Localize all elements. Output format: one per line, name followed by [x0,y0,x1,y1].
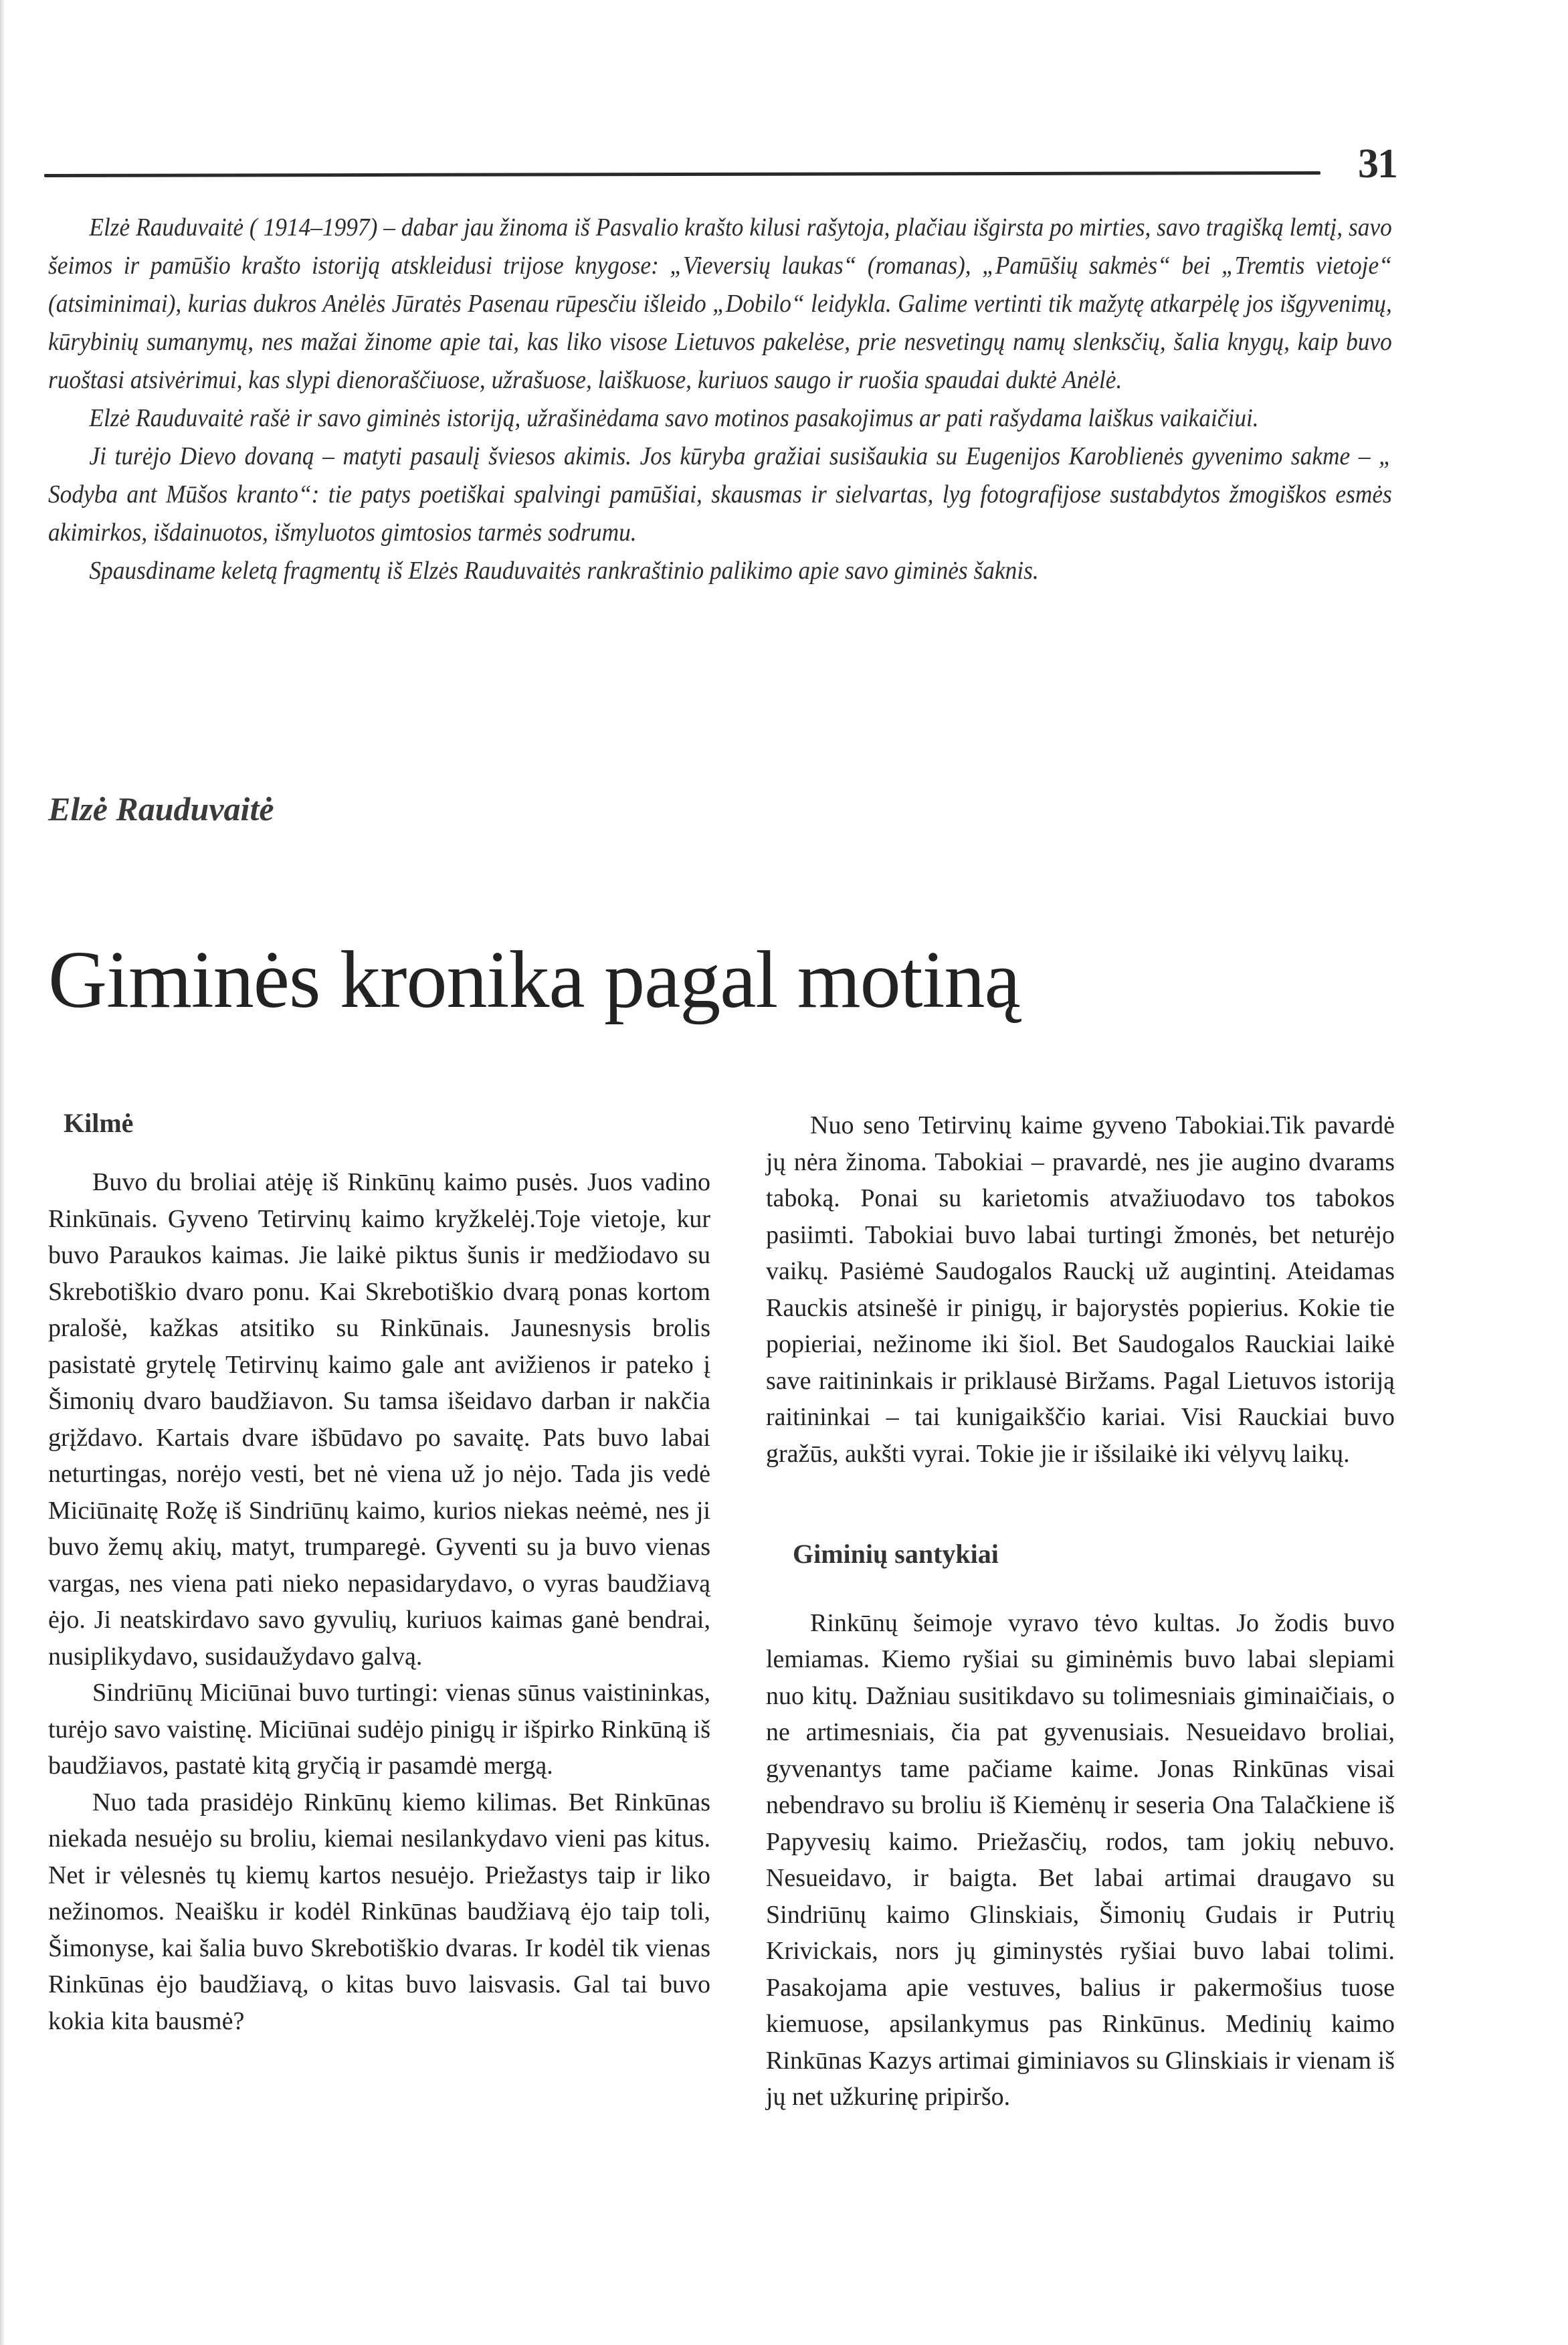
body-paragraph: Rinkūnų šeimoje vyravo tėvo kultas. Jo žodis buvo lemiamas. Kiemo ryšiai su giminėmis buvo labai slepiami nuo kitų. Dažniau susitikdavo su tolimesniais giminaičiais, o ne artimesniais, čia pat gyvenusiais. Nesueidavo broliai, gyvenantys tame pačiame kaime. Jonas Rinkūnas visai nebendravo su broliu iš Kiemėnų ir seseria Ona Talačkiene iš Papyvesių kaimo. Priežasčių, rodos, tam jokių nebuvo. Nesueidavo, ir baigta. Bet labai artimai draugavo su Sindriūnų kaimo Glinskiais, Šimonių Gudais ir Putrių Krivickais, nors jų giminystės ryšiai buvo labai tolimi. Pasakojama apie vestuves, balius ir pakermošius tuose kiemuose, apsilankymus pas Rinkūnus. Medinių kaimo Rinkūnas Kazys artimai giminiavos su Glinskiais ir vienam iš jų net užkurinę pripiršo. [766,1608,1395,2111]
intro-paragraph: Elzė Rauduvaitė ( 1914–1997) – dabar jau žinoma iš Pasvalio krašto kilusi rašytoja, plačiau išgirsta po mirties, savo tragišką lemtį, savo šeimos ir pamūšio krašto istoriją atskleidusi trijose knygose: „Vieversių laukas“ (romanas), „Pamūšių sakmės“ bei „Tremtis vietoje“ (atsiminimai), kurias dukros Anėlės Jūratės Pasenau rūpesčiu išleido „Dobilo“ leidykla. Galime vertinti tik mažytę atkarpėlę jos išgyvenimų, kūrybinių sumanymų, nes mažai žinome apie tai, kas liko visose Lietuvos pakelėse, prie nesvetingų namų slenksčių, šalia knygų, kaip buvo ruoštasi atsivėrimui, kas slypi dienoraščiuose, užrašuose, laiškuose, kuriuos saugo ir ruošia spaudai duktė Anėlė. [48,213,1392,394]
header-rule [44,171,1320,177]
intro-paragraph: Elzė Rauduvaitė rašė ir savo giminės istoriją, užrašinėdama savo motinos pasakojimus ar pati rašydama laiškus vaikaičiui. [89,404,1259,432]
section-heading-kilme: Kilmė [64,1108,134,1138]
section-heading-giminiu-santykiai: Giminių santykiai [793,1539,999,1569]
editorial-introduction [48,209,1392,590]
article-title: Giminės kronika pagal motiną [48,935,1020,1025]
body-paragraph: Nuo seno Tetirvinų kaime gyveno Tabokiai.Tik pavardė jų nėra žinoma. Tabokiai – pravardė, nes jie augino dvarams taboką. Ponai su karietomis atvažiuodavo tos tabokos pasiimti. Tabokiai buvo labai turtingi žmonės, bet neturėjo vaikų. Pasiėmė Saudogalos Rauckį už augintinį. Ateidamas Rauckis atsinešė ir pinigų, ir bajorystės popierius. Kokie tie popieriai, nežinome iki šiol. Bet Saudogalos Rauckiai laikė save raitininkais ir priklausė Biržams. Pagal Lietuvos istoriją raitininkai – tai kunigaikščio kariai. Visi Rauckiai buvo gražūs, aukšti vyrai. Tokie jie ir išsilaikė iki vėlyvų laikų. [766,1111,1395,1468]
left-column [48,1164,710,2039]
intro-paragraph: Ji turėjo Dievo dovaną – matyti pasaulį šviesos akimis. Jos kūryba gražiai susišaukia su Eugenijos Karoblienės gyvenimo sakme – „ Sodyba ant Mūšos kranto“: tie patys poetiškai spalvingi pamūšiai, skausmas ir sielvartas, lyg fotografijose sustabdytos žmogiškos esmės akimirkos, išdainuotos, išmyluotos gimtosios tarmės sodrumu. [48,442,1392,547]
scan-edge-shadow [0,0,5,2345]
body-paragraph: Nuo tada prasidėjo Rinkūnų kiemo kilimas. Bet Rinkūnas niekada nesuėjo su broliu, kiemai nesilankydavo vieni pas kitus. Net ir vėlesnės tų kiemų kartos nesuėjo. Priežastys taip ir liko nežinomos. Neaišku ir kodėl Rinkūnas baudžiavą ėjo taip toli, Šimonyse, kai šalia buvo Skrebotiškio dvaras. Ir kodėl tik vienas Rinkūnas ėjo baudžiavą, o kitas buvo laisvasis. Gal tai buvo kokia kita bausmė? [48,1788,710,2035]
intro-paragraph: Spausdiname keletą fragmentų iš Elzės Rauduvaitės rankraštinio palikimo apie savo giminės šaknis. [89,557,1039,585]
body-paragraph: Sindriūnų Miciūnai buvo turtingi: vienas sūnus vaistininkas, turėjo savo vaistinę. Miciūnai sudėjo pinigų ir išpirko Rinkūną iš baudžiavos, pastatė kitą gryčią ir pasamdė mergą. [48,1679,710,1780]
article-author: Elzė Rauduvaitė [48,790,274,828]
page-number: 31 [1358,141,1397,187]
right-column [766,1107,1395,2116]
body-paragraph: Buvo du broliai atėję iš Rinkūnų kaimo pusės. Juos vadino Rinkūnais. Gyveno Tetirvinų kaimo kryžkelėj.Toje vietoje, kur buvo Paraukos kaimas. Jie laikė piktus šunis ir medžiodavo su Skrebotiškio dvaro ponu. Kai Skrebotiškio dvarą ponas kortom pralošė, kažkas atsitiko su Rinkūnais. Jaunesnysis brolis pasistatė grytelę Tetirvinų kaimo gale ant avižienos ir pateko į Šimonių dvaro baudžiavon. Su tamsa išeidavo darban ir nakčia grįždavo. Kartais dvare išbūdavo po savaitę. Pats buvo labai neturtingas, norėjo vesti, bet nė viena už jo nėjo. Tada jis vedė Miciūnaitę Rožę iš Sindriūnų kaimo, kurios niekas neėmė, nes ji buvo žemų akių, matyt, trumparegė. Gyventi su ja buvo vienas vargas, nes viena pati nieko nepasidarydavo, o vyras baudžiavą ėjo. Ji neatskirdavo savo gyvulių, kuriuos kaimas ganė bendrai, nusiplikydavo, susidaužydavo galvą. [48,1168,710,1671]
